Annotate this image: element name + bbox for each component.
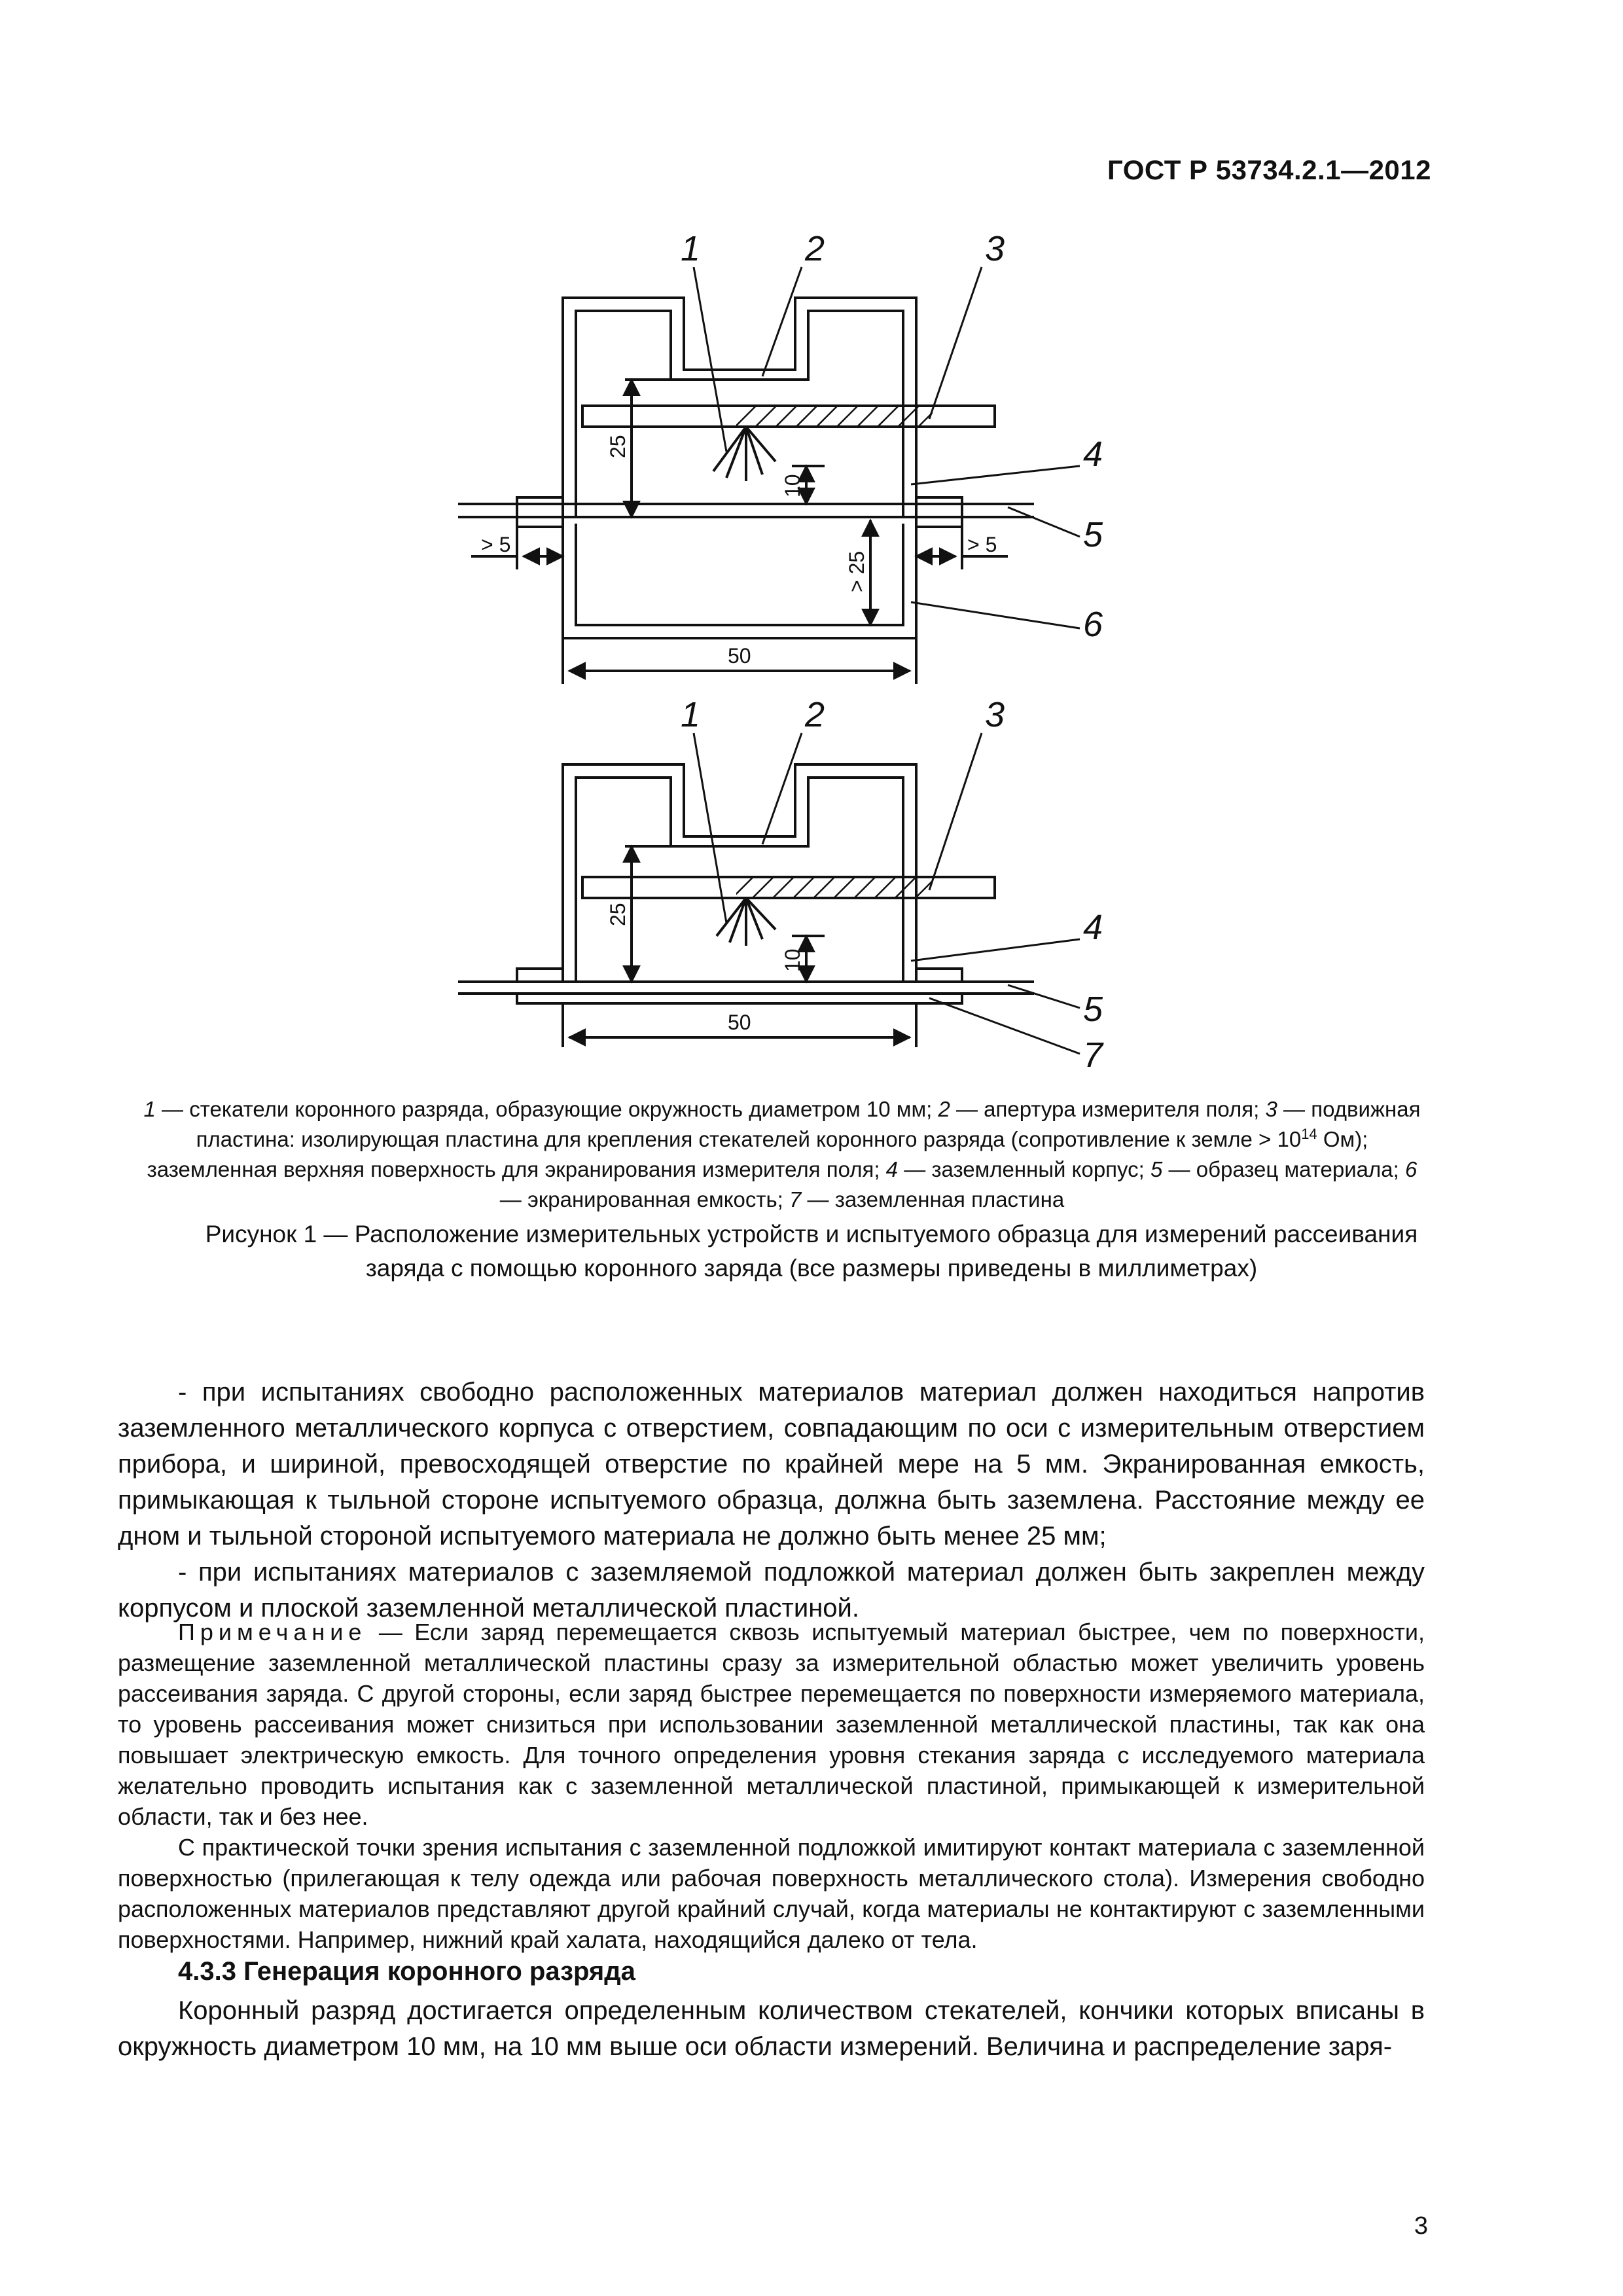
- label-3-bottom: 3: [985, 695, 1005, 734]
- legend-text-3: — подвижная пластина: изолирующая пластина для крепления стекателей коронного разряда (сопротивление к земле > 10: [196, 1097, 1421, 1151]
- legend-text-4: — заземленный корпус;: [898, 1157, 1151, 1181]
- note-text-1: — Если заряд перемещается сквозь испытуемый материал быстрее, чем по поверхности, размещение заземленной металлической пластины сразу за измерительной областью может увеличить уровень рассеивания заряда. С другой стороны, если заряд быстрее перемещается по поверхности измеряемого материала, то уровень рассеивания может снизиться при использовании заземленной металлической пластины, так как она повышает электрическую емкость. Для точного определения уровня стекания заряда с исследуемого материала желательно проводить испытания как с заземленной металлической пластиной, примыкающей к измерительной области, так и без нее.: [118, 1619, 1425, 1830]
- note-paragraph-1: [118, 1617, 1425, 1832]
- dim-50-top: 50: [728, 644, 751, 668]
- legend-num-7: 7: [789, 1187, 802, 1211]
- figure-caption: [105, 1217, 1518, 1285]
- note-label: Примечание: [178, 1619, 367, 1645]
- legend-text-1: — стекатели коронного разряда, образующие окружность диаметром 10 мм;: [155, 1097, 938, 1121]
- label-4-bottom: 4: [1083, 908, 1103, 947]
- legend-superscript: 14: [1301, 1126, 1317, 1142]
- legend-text-7: — заземленная пластина: [801, 1187, 1065, 1211]
- dim-gt5-left: > 5: [481, 533, 511, 556]
- label-5-bottom: 5: [1083, 990, 1103, 1029]
- legend-num-6: 6: [1404, 1157, 1418, 1181]
- dim-25-top: 25: [606, 435, 630, 458]
- legend-text-3b: Ом); заземленная верхняя поверхность для экранирования измерителя поля;: [147, 1127, 1368, 1181]
- document-code-header: ГОСТ Р 53734.2.1—2012: [1107, 154, 1431, 185]
- caption-line-1: Рисунок 1 — Расположение измерительных устройств и испытуемого образца для измерений рассеивания: [205, 1221, 1418, 1247]
- body-paragraph-2: - при испытаниях материалов с заземляемой подложкой материал должен быть закреплен между корпусом и плоской заземленной металлической пластиной.: [118, 1558, 1425, 1623]
- note-paragraph-2: С практической точки зрения испытания с заземленной подложкой имитируют контакт материала с заземленной поверхностью (прилегающая к телу одежда или рабочая поверхность металлического стола). Измерения свободно расположенных материалов представляют другой крайний случай, когда материалы не контактируют с заземленными поверхностями. Например, нижний край халата, находящийся далеко от тела.: [118, 1834, 1425, 1953]
- dim-50-bottom: 50: [728, 1011, 751, 1034]
- dim-gt5-right: > 5: [967, 533, 997, 556]
- legend-num-3: 3: [1265, 1097, 1277, 1121]
- section-body: [118, 1993, 1425, 2065]
- dim-10-top: 10: [781, 474, 804, 497]
- label-1-bottom: 1: [681, 695, 701, 734]
- legend-num-1: 1: [143, 1097, 156, 1121]
- section-heading: 4.3.3 Генерация коронного разряда: [178, 1957, 635, 1986]
- legend-text-6: — экранированная емкость;: [499, 1187, 790, 1211]
- dim-gt25-lower: > 25: [845, 550, 868, 592]
- diagram-bottom: [458, 733, 1080, 1054]
- figure-1-diagrams: [0, 0, 1623, 1100]
- legend-num-4: 4: [885, 1157, 899, 1181]
- label-7-bottom: 7: [1083, 1035, 1103, 1075]
- label-6-top: 6: [1083, 605, 1103, 644]
- page-number: 3: [1414, 2212, 1428, 2240]
- label-5-top: 5: [1083, 515, 1103, 554]
- dim-10-bottom: 10: [781, 948, 804, 972]
- figure-legend: [137, 1094, 1427, 1215]
- legend-num-5: 5: [1150, 1157, 1163, 1181]
- caption-line-2: заряда с помощью коронного заряда (все размеры приведены в миллиметрах): [365, 1255, 1258, 1282]
- label-3-top: 3: [985, 229, 1005, 268]
- legend-text-5: — образец материала;: [1162, 1157, 1405, 1181]
- legend-text-2: — апертура измерителя поля;: [950, 1097, 1266, 1121]
- label-2-top: 2: [805, 229, 825, 268]
- body-paragraph-1: - при испытаниях свободно расположенных материалов материал должен находиться напротив заземленного металлического корпуса с отверстием, совпадающим по оси с измерительным отверстием прибора, и шириной, превосходящей отверстие по крайней мере на 5 мм. Экранированная емкость, примыкающая к тыльной стороне испытуемого образца, должна быть заземлена. Расстояние между ее дном и тыльной стороной испытуемого материала не должно быть менее 25 мм;: [118, 1378, 1425, 1551]
- label-1-top: 1: [681, 229, 701, 268]
- label-4-top: 4: [1083, 435, 1103, 474]
- dim-25-bottom: 25: [606, 903, 630, 926]
- legend-num-2: 2: [938, 1097, 950, 1121]
- body-text: [118, 1374, 1425, 1626]
- diagram-top: [458, 267, 1080, 684]
- label-2-bottom: 2: [805, 695, 825, 734]
- section-paragraph-1: Коронный разряд достигается определенным количеством стекателей, кончики которых вписаны в окружность диаметром 10 мм, на 10 мм выше оси области измерений. Величина и распределение заря-: [118, 1996, 1425, 2061]
- note-block: [118, 1617, 1425, 1955]
